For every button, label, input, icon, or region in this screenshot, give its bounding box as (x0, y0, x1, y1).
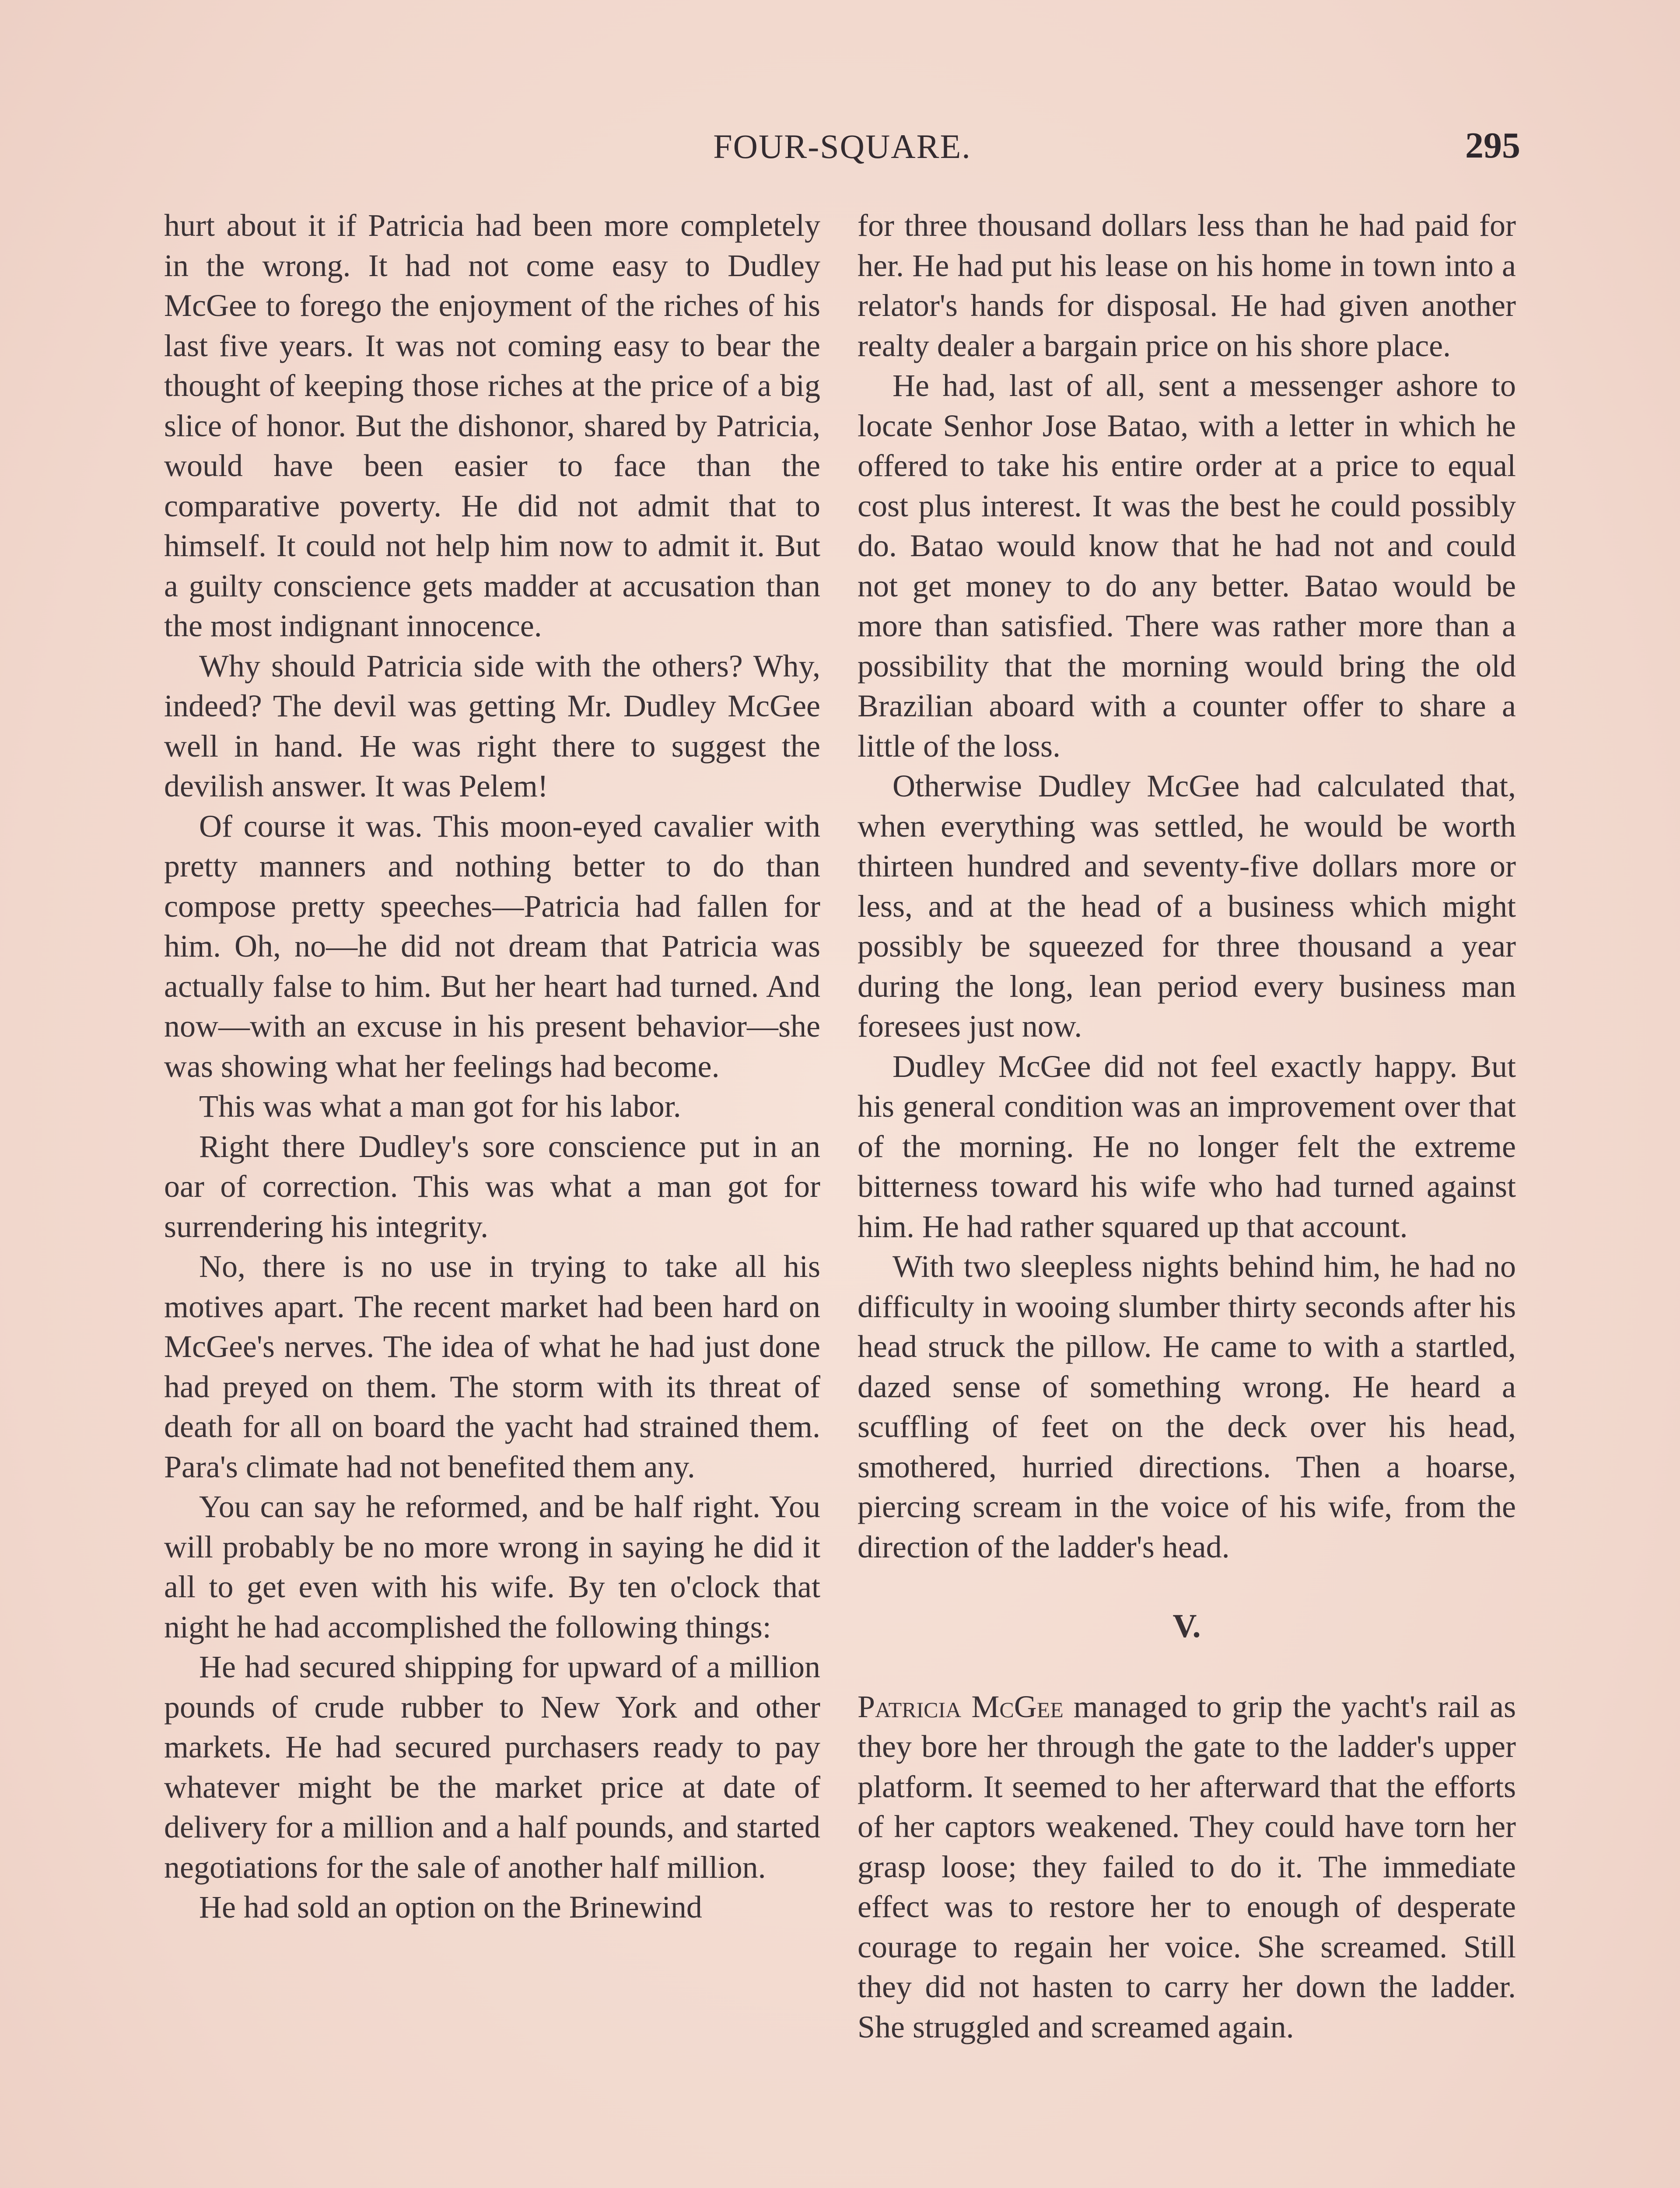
running-title: FOUR-SQUARE. (713, 127, 971, 165)
paragraph: Why should Patricia side with the others? Why, indeed? The devil was getting Mr. Dudley McGee well in hand. He was right there to suggest the devilish answer. It was Pelem! (164, 648, 820, 803)
paragraph: You can say he reformed, and be half right. You will probably be no more wrong in saying he did it all to get even with his wife. By ten o'clock that night he had accomplished the following things: (164, 1489, 820, 1645)
paragraph: Of course it was. This moon-eyed cavalier with pretty manners and nothing better to do than compose pretty speeches—Patricia had fallen for him. Oh, no—he did not dream that Patricia was actually false to him. But her heart had turned. And now—with an excuse in his present behavior—she was showing what her feelings had become. (164, 808, 820, 1084)
paragraph: Otherwise Dudley McGee had calculated that, when everything was settled, he would be worth thirteen hundred and seventy-five dollars more or less, and at the head of a business which might possibly be squeezed for three thousand a year during the long, lean period every business man foresees just now. (858, 768, 1516, 1044)
section-lead-paragraph (858, 1687, 1516, 2048)
paragraph: hurt about it if Patricia had been more completely in the wrong. It had not come easy to Dudley McGee to forego the enjoyment of the riches of his last five years. It was not coming easy to bear the thought of keeping those riches at the price of a big slice of honor. But the dishonor, shared by Patricia, would have been easier to face than the comparative poverty. He did not admit that to himself. It could not help him now to admit it. But a guilty conscience gets madder at accusation than the most indignant innocence. (164, 208, 820, 643)
paragraph: Dudley McGee did not feel exactly happy. But his general condition was an improvement over that of the morning. He no longer felt the extreme bitterness toward his wife who had turned against him. He had rather squared up that account. (858, 1048, 1516, 1244)
right-column (858, 206, 1516, 2047)
running-header (164, 127, 1520, 175)
lead-name: Patricia McGee (858, 1689, 1064, 1724)
paragraph: No, there is no use in trying to take all his motives apart. The recent market had been hard on McGee's nerves. The idea of what he had just done had preyed on them. The storm with its threat of death for all on board the yacht had strained them. Para's climate had not benefited them any. (164, 1249, 820, 1484)
paragraph: Right there Dudley's sore conscience put in an oar of correction. This was what a man got for surrendering his integrity. (164, 1129, 820, 1244)
lead-text: managed to grip the yacht's rail as they bore her through the gate to the ladder's upper platform. It seemed to her afterward that the efforts of her captors weakened. They could have torn her grasp loose; they failed to do it. The immediate effect was to restore her to enough of desperate courage to regain her voice. She screamed. Still they did not hasten to carry her down the ladder. She struggled and screamed again. (858, 1689, 1516, 2044)
left-column (164, 206, 820, 1928)
paragraph: for three thousand dollars less than he had paid for her. He had put his lease on his home in town into a relator's hands for disposal. He had given another realty dealer a bargain price on his shore place. (858, 208, 1516, 363)
paragraph: With two sleepless nights behind him, he had no difficulty in wooing slumber thirty seconds after his head struck the pillow. He came to with a startled, dazed sense of something wrong. He heard a scuffling of feet on the deck over his head, smothered, hurried directions. Then a hoarse, piercing scream in the voice of his wife, from the direction of the ladder's head. (858, 1249, 1516, 1564)
page-number: 295 (1465, 125, 1520, 166)
paragraph: He had sold an option on the Brinewind (199, 1890, 702, 1925)
paragraph: He had secured shipping for upward of a million pounds of crude rubber to New York and other markets. He had secured purchasers ready to pay whatever might be the market price at date of delivery for a million and a half pounds, and started negotiations for the sale of another half million. (164, 1649, 820, 1885)
paragraph: This was what a man got for his labor. (199, 1089, 681, 1124)
section-heading: V. (1172, 1608, 1201, 1645)
paragraph: He had, last of all, sent a messenger ashore to locate Senhor Jose Batao, with a letter in which he offered to take his entire order at a price to equal cost plus interest. It was the best he could possibly do. Batao would know that he had not and could not get money to do any better. Batao would be more than satisfied. There was rather more than a possibility that the morning would bring the old Brazilian aboard with a counter offer to share a little of the loss. (858, 368, 1516, 764)
